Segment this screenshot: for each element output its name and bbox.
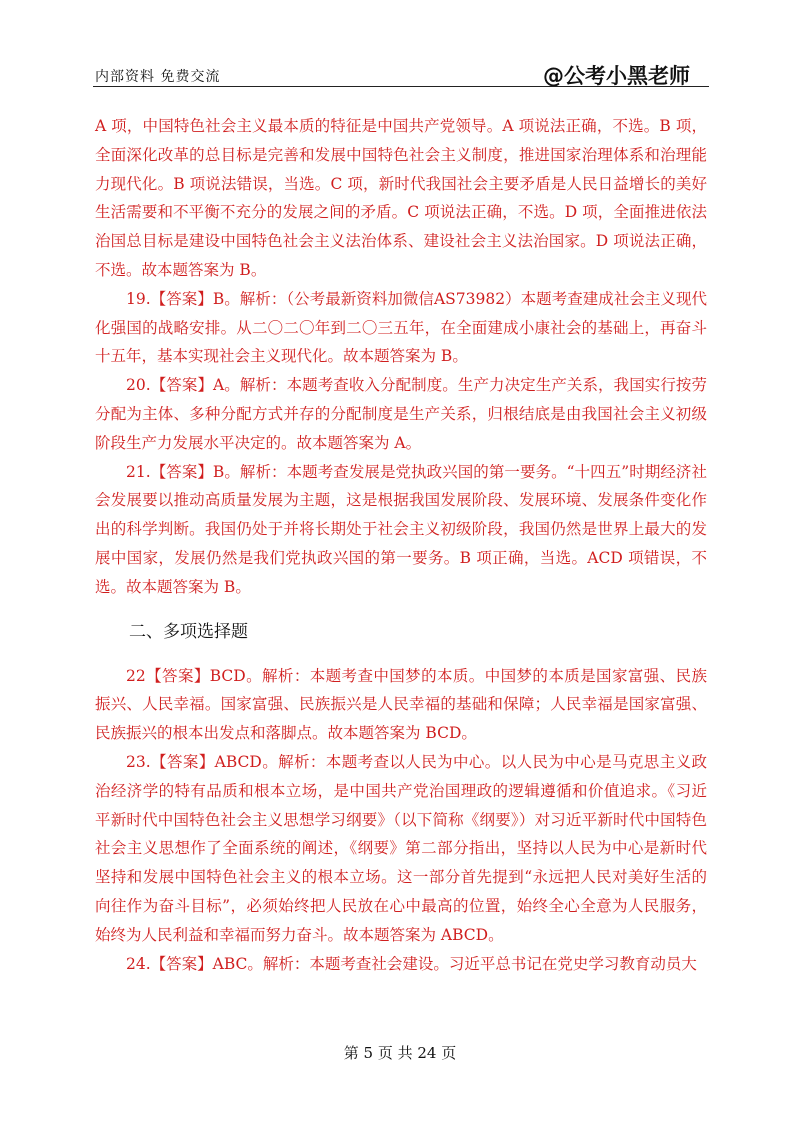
page-number: 第 5 页 共 24 页 bbox=[343, 1044, 457, 1062]
header-author-label: @公考小黑老师 bbox=[543, 64, 690, 88]
document-body bbox=[95, 112, 707, 978]
spacer bbox=[95, 602, 707, 618]
answer-paragraph-18-continued: A 项，中国特色社会主义最本质的特征是中国共产党领导。A 项说法正确，不选。B 项，全面深化改革的总目标是完善和发展中国特色社会主义制度，推进国家治理体系和治理能力现代化。B 项说法错误，当选。C 项，新时代我国社会主要矛盾是人民日益增长的美好生活需要和不平衡不充分的发展之间的矛盾。C 项说法正确，不选。D 项，全面推进依法治国总目标是建设中国特色社会主义法治体系、建设社会主义法治国家。D 项说法正确，不选。故本题答案为 B。 bbox=[95, 117, 707, 279]
section-title: 二、多项选择题 bbox=[129, 621, 248, 642]
answer-paragraph-20: 20.【答案】A。解析：本题考查收入分配制度。生产力决定生产关系，我国实行按劳分配为主体、多种分配方式并存的分配制度是生产关系，归根结底是由我国社会主义初级阶段生产力发展水平决定的。故本题答案为 A。 bbox=[95, 376, 707, 452]
answer-paragraph-21: 21.【答案】B。解析：本题考查发展是党执政兴国的第一要务。“十四五”时期经济社会发展要以推动高质量发展为主题，这是根据我国发展阶段、发展环境、发展条件变化作出的科学判断。我国仍处于并将长期处于社会主义初级阶段，我国仍然是世界上最大的发展中国家，发展仍然是我们党执政兴国的第一要务。B 项正确，当选。ACD 项错误，不选。故本题答案为 B。 bbox=[95, 462, 707, 596]
answer-paragraph-22: 22【答案】BCD。解析：本题考查中国梦的本质。中国梦的本质是国家富强、民族振兴、人民幸福。国家富强、民族振兴是人民幸福的基础和保障；人民幸福是国家富强、民族振兴的根本出发点和落脚点。故本题答案为 BCD。 bbox=[95, 666, 707, 743]
answer-paragraph-19: 19.【答案】B。解析：（公考最新资料加微信AS73982）本题考查建成社会主义现代化强国的战略安排。从二〇二〇年到二〇三五年，在全面建成小康社会的基础上，再奋斗十五年，基本实现社会主义现代化。故本题答案为 B。 bbox=[95, 289, 707, 366]
header-left-label: 内部资料 免费交流 bbox=[95, 69, 221, 85]
answer-paragraph-24: 24.【答案】ABC。解析：本题考查社会建设。习近平总书记在党史学习教育动员大 bbox=[126, 954, 697, 973]
spacer bbox=[95, 646, 707, 662]
answer-paragraph-23: 23.【答案】ABCD。解析：本题考查以人民为中心。以人民为中心是马克思主义政治经济学的特有品质和根本立场，是中国共产党治国理政的逻辑遵循和价值追求。《习近平新时代中国特色社会主义思想学习纲要》（以下简称《纲要》）对习近平新时代中国特色社会主义思想作了全面系统的阐述，《纲要》第二部分指出，坚持以人民为中心是新时代坚持和发展中国特色社会主义的根本立场。这一部分首先提到“永远把人民对美好生活的向往作为奋斗目标”，必须始终把人民放在心中最高的位置，始终全心全意为人民服务，始终为人民利益和幸福而努力奋斗。故本题答案为 ABCD。 bbox=[95, 752, 707, 944]
header-divider bbox=[93, 86, 709, 87]
